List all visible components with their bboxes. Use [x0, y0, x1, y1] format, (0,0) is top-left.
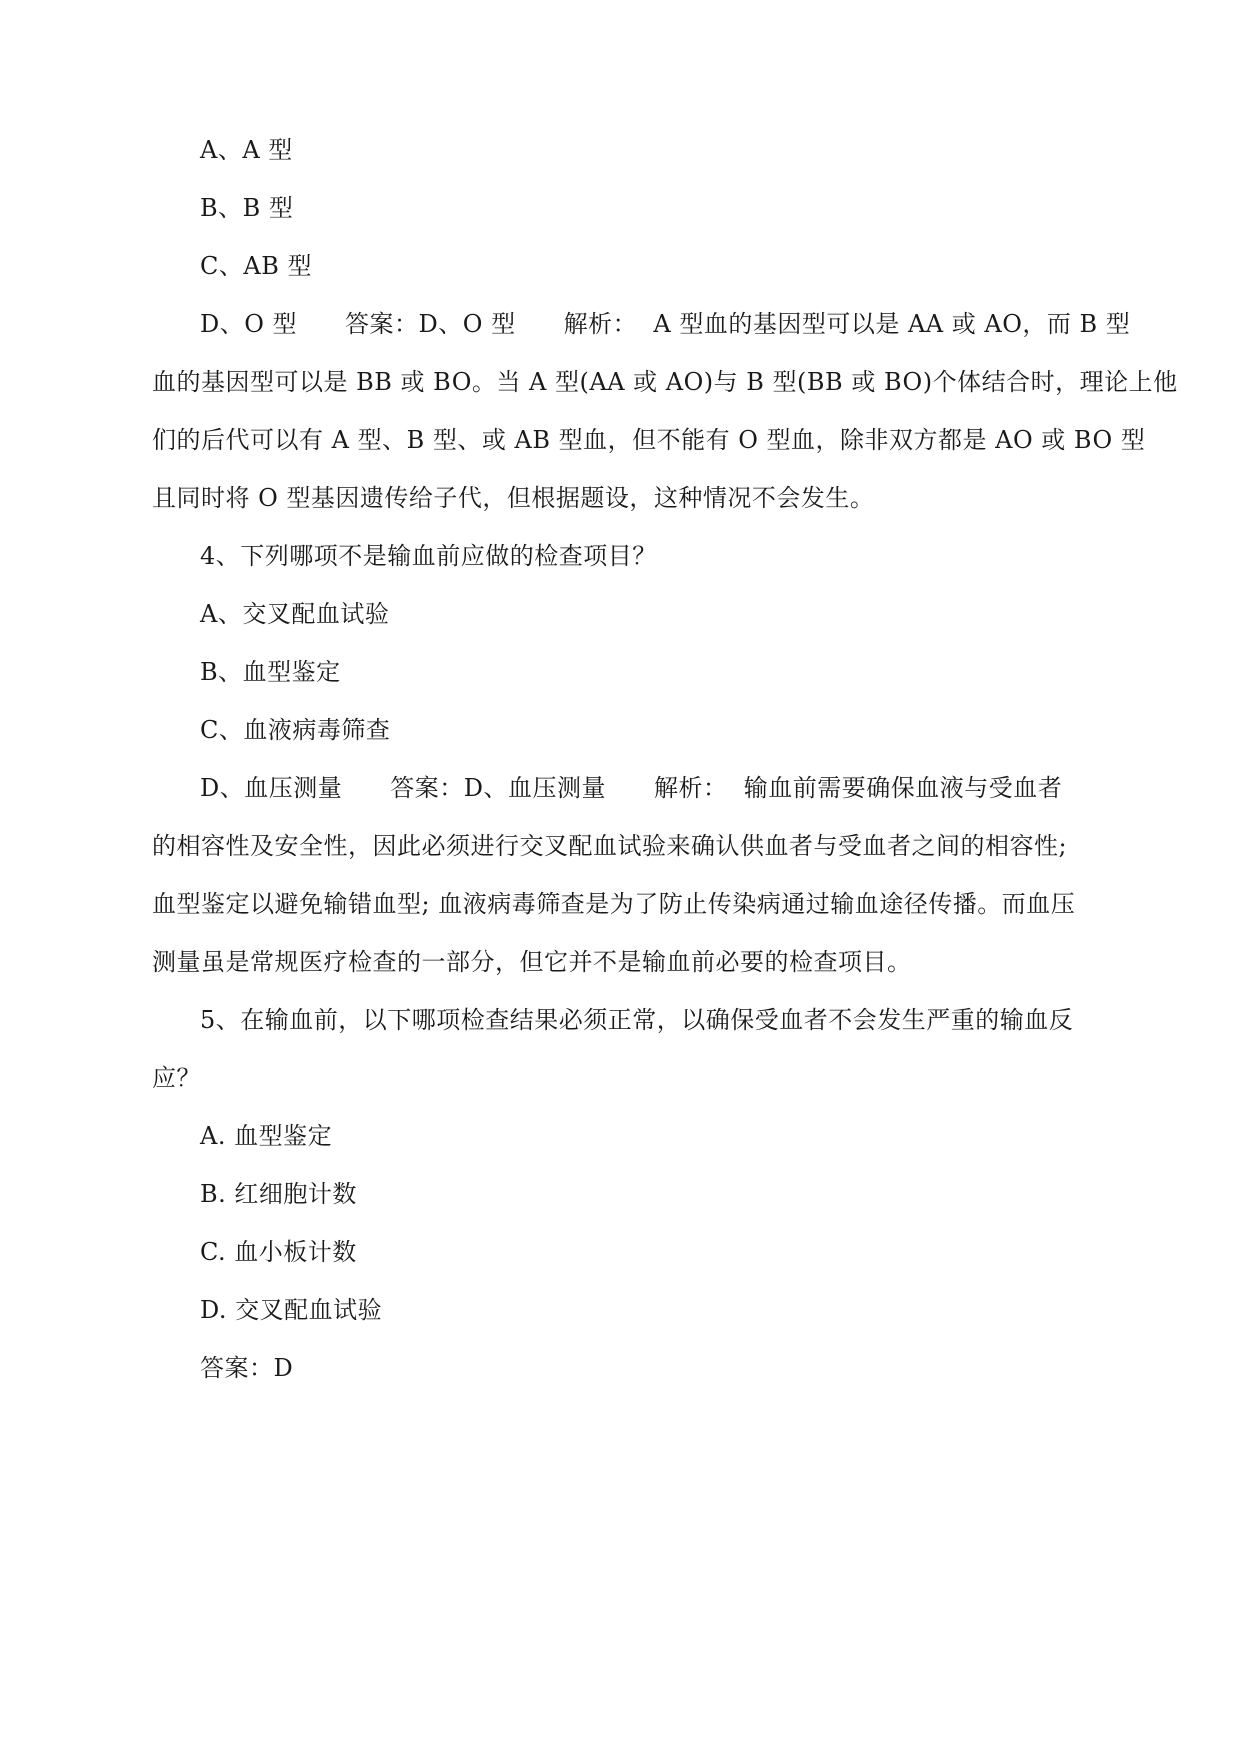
q4-analysis-line: 的相容性及安全性，因此必须进行交叉配血试验来确认供血者与受血者之间的相容性; — [152, 832, 1068, 860]
q3-analysis-line: 们的后代可以有 A 型、B 型、或 AB 型血，但不能有 O 型血，除非双方都是 AO 或 BO 型 — [152, 426, 1146, 454]
q3-analysis-first: A 型血的基因型可以是 AA 或 AO，而 B 型 — [653, 310, 1131, 338]
q4-option-d-row — [200, 772, 1092, 804]
q3-option-d: D、O 型 — [200, 310, 298, 338]
q3-analysis-line: 血的基因型可以是 BB 或 BO。当 A 型(AA 或 AO)与 B 型(BB 或 BO)个体结合时，理论上他 — [152, 368, 1178, 396]
q4-option-b: B、血型鉴定 — [200, 658, 341, 686]
q3-analysis-label: 解析： — [563, 310, 638, 338]
q3-option-b: B、B 型 — [200, 194, 294, 222]
q4-option-a: A、交叉配血试验 — [200, 600, 390, 628]
q4-option-c: C、血液病毒筛查 — [200, 716, 391, 744]
q5-option-b: B. 红细胞计数 — [200, 1180, 357, 1208]
q5-answer: 答案：D — [200, 1354, 294, 1382]
q4-question: 4、下列哪项不是输血前应做的检查项目？ — [200, 542, 657, 570]
q4-analysis-first: 输血前需要确保血液与受血者 — [743, 774, 1063, 802]
q4-option-d: D、血压测量 — [200, 774, 343, 802]
q5-option-a: A. 血型鉴定 — [200, 1122, 333, 1150]
q4-analysis-line: 血型鉴定以避免输错血型; 血液病毒筛查是为了防止传染病通过输血途径传播。而血压 — [152, 890, 1076, 918]
q4-answer: 答案：D、血压测量 — [390, 774, 606, 802]
q5-question-cont: 应？ — [152, 1064, 201, 1092]
q5-option-c: C. 血小板计数 — [200, 1238, 357, 1266]
q3-option-d-row — [200, 308, 1131, 340]
q3-option-c: C、AB 型 — [200, 252, 312, 280]
q5-option-d: D. 交叉配血试验 — [200, 1296, 383, 1324]
q3-analysis-line: 且同时将 O 型基因遗传给子代，但根据题设，这种情况不会发生。 — [152, 484, 875, 512]
q3-answer: 答案：D、O 型 — [345, 310, 516, 338]
q4-analysis-label: 解析： — [654, 774, 728, 802]
q5-question: 5、在输血前，以下哪项检查结果必须正常，以确保受血者不会发生严重的输血反 — [200, 1006, 1074, 1034]
q4-analysis-line: 测量虽是常规医疗检查的一部分，但它并不是输血前必要的检查项目。 — [152, 948, 912, 976]
q3-option-a: A、A 型 — [200, 136, 293, 164]
